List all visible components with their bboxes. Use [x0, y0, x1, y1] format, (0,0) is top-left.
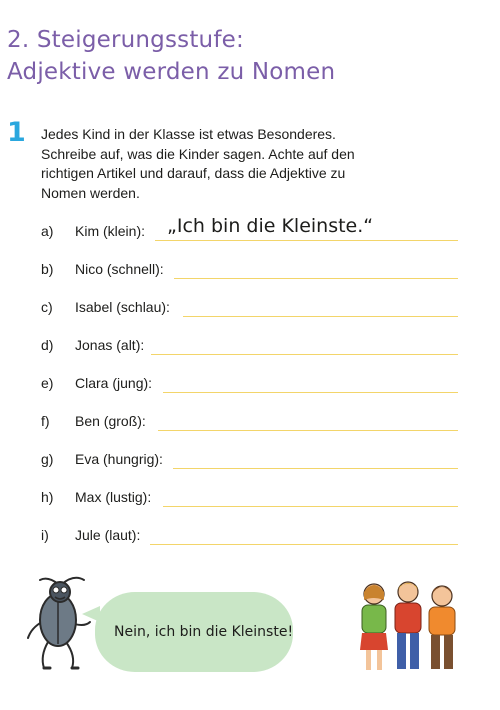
task-row-c — [41, 295, 461, 319]
task-letter: b) — [41, 261, 54, 277]
task-row-a — [41, 215, 461, 243]
task-label: Jule (laut): — [75, 527, 141, 543]
task-letter: a) — [41, 223, 54, 239]
task-letter: g) — [41, 451, 54, 467]
task-letter: h) — [41, 489, 54, 505]
children-illustration — [352, 578, 464, 678]
task-row-i — [41, 523, 461, 547]
task-letter: c) — [41, 299, 53, 315]
beetle-illustration — [18, 572, 98, 672]
heading-line-2: Adjektive werden zu Nomen — [7, 59, 336, 85]
answer-line[interactable] — [163, 506, 458, 507]
answer-line[interactable] — [173, 468, 458, 469]
task-label: Max (lustig): — [75, 489, 152, 505]
task-row-f — [41, 409, 461, 433]
page-heading — [7, 24, 335, 88]
task-letter: i) — [41, 527, 49, 543]
task-letter: f) — [41, 413, 50, 429]
task-answer: „Ich bin die Kleinste.“ — [167, 215, 374, 237]
task-label: Eva (hungrig): — [75, 451, 163, 467]
task-row-g — [41, 447, 461, 471]
instruction-line: Schreibe auf, was die Kinder sagen. Achte auf den — [41, 145, 355, 162]
task-row-e — [41, 371, 461, 395]
speech-bubble-tail — [82, 606, 100, 622]
exercise-number: 1 — [7, 117, 26, 148]
exercise-instructions — [41, 125, 461, 203]
instruction-line: Nomen werden. — [41, 184, 140, 201]
instruction-line: Jedes Kind in der Klasse ist etwas Besonderes. — [41, 126, 336, 142]
answer-line[interactable] — [174, 278, 458, 279]
task-label: Nico (schnell): — [75, 261, 164, 277]
task-label: Kim (klein): — [75, 223, 146, 239]
task-label: Ben (groß): — [75, 413, 146, 429]
task-label: Isabel (schlau): — [75, 299, 170, 315]
answer-line[interactable] — [163, 392, 458, 393]
answer-line[interactable] — [151, 354, 458, 355]
speech-bubble-text: Nein, ich bin die Kleinste! — [114, 624, 294, 640]
task-label: Jonas (alt): — [75, 337, 145, 353]
answer-line[interactable] — [155, 240, 458, 241]
task-label: Clara (jung): — [75, 375, 153, 391]
task-row-d — [41, 333, 461, 357]
instruction-line: richtigen Artikel und darauf, dass die Adjektive zu — [41, 165, 346, 181]
answer-line[interactable] — [183, 316, 458, 317]
task-row-b — [41, 257, 461, 281]
answer-line[interactable] — [150, 544, 458, 545]
task-letter: d) — [41, 337, 54, 353]
task-letter: e) — [41, 375, 54, 391]
heading-line-1: 2. Steigerungsstufe: — [7, 27, 244, 53]
answer-line[interactable] — [158, 430, 458, 431]
task-row-h — [41, 485, 461, 509]
